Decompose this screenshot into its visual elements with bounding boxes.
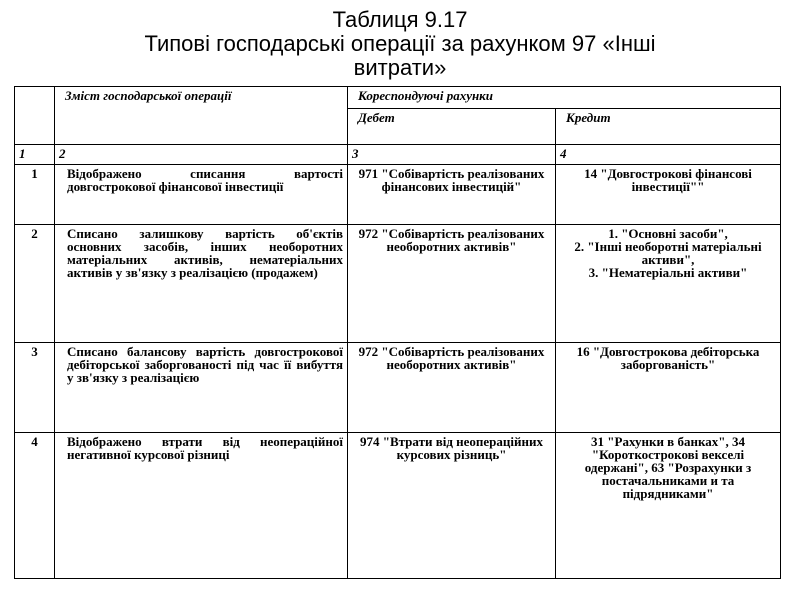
credit-account: 16 "Довгострокова дебіторська заборгованість" <box>556 343 781 433</box>
row-number: 3 <box>15 343 55 433</box>
credit-account: 31 "Рахунки в банках", 34 "Короткострокові векселі одержані", 63 "Розрахунки з постачальниками и та підрядниками" <box>556 433 781 579</box>
table-row <box>15 433 781 579</box>
column-number-4: 4 <box>556 145 781 165</box>
column-number-row <box>15 145 781 165</box>
operation-content: Відображено втрати від неопераційної негативної курсової різниці <box>55 433 348 579</box>
credit-list-item: 2. "Інші необоротні матеріальні активи", <box>574 239 762 267</box>
operation-content: Списано балансову вартість довгострокової дебіторської заборгованості під час її вибуття у зв'язку з реалізацією <box>55 343 348 433</box>
table-row <box>15 225 781 343</box>
credit-list-item: 1. "Основні засоби", <box>608 226 728 241</box>
operations-table <box>14 86 781 579</box>
row-number: 2 <box>15 225 55 343</box>
debit-account: 972 "Собівартість реалізованих необоротних активів" <box>348 343 556 433</box>
column-number-3: 3 <box>348 145 556 165</box>
credit-account: 14 "Довгострокові фінансові інвестиції"" <box>556 165 781 225</box>
header-credit: Кредит <box>556 109 781 145</box>
title-line-2: Типові господарські операції за рахунком 97 «Інші <box>144 31 656 56</box>
header-corresponding: Кореспондуючі рахунки <box>348 87 781 109</box>
table-row <box>15 165 781 225</box>
debit-account: 972 "Собівартість реалізованих необоротних активів" <box>348 225 556 343</box>
credit-account-list <box>556 225 781 343</box>
title-line-3: витрати» <box>353 55 447 80</box>
table-title <box>0 8 800 80</box>
column-number-2: 2 <box>55 145 348 165</box>
header-row <box>15 87 781 109</box>
row-number: 1 <box>15 165 55 225</box>
debit-account: 974 "Втрати від неопераційних курсових різниць" <box>348 433 556 579</box>
header-number-cell <box>15 87 55 145</box>
header-content: Зміст господарської операції <box>55 87 348 145</box>
operation-content: Списано залишкову вартість об'єктів основних засобів, інших необоротних матеріальних активів, нематеріальних активів у зв'язку з реалізацією (продажем) <box>55 225 348 343</box>
column-number-1: 1 <box>15 145 55 165</box>
credit-list-item: 3. "Нематеріальні активи" <box>588 265 748 280</box>
header-debit: Дебет <box>348 109 556 145</box>
debit-account: 971 "Собівартість реалізованих фінансових інвестицій" <box>348 165 556 225</box>
row-number: 4 <box>15 433 55 579</box>
operation-content: Відображено списання вартості довгострокової фінансової інвестиції <box>55 165 348 225</box>
title-line-1: Таблиця 9.17 <box>332 7 468 32</box>
table-row <box>15 343 781 433</box>
